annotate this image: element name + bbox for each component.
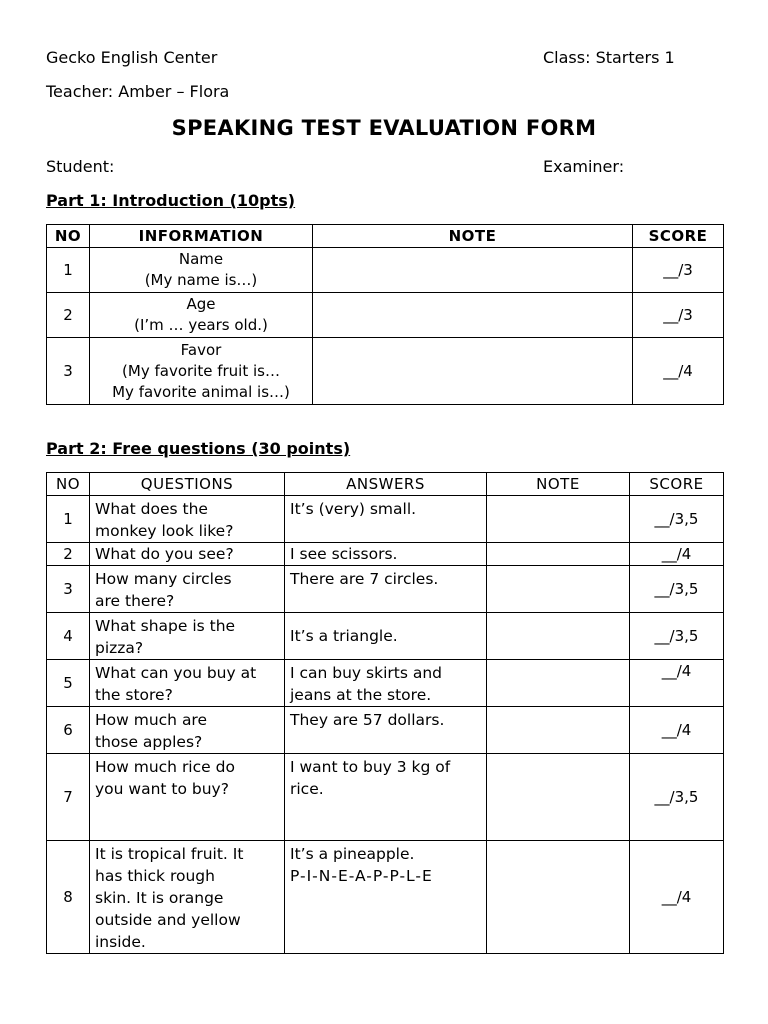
table-row xyxy=(47,754,724,841)
score-cell[interactable]: __/3 xyxy=(633,248,724,293)
row-info xyxy=(90,248,313,293)
part1-heading: Part 1: Introduction (10pts) xyxy=(46,191,296,210)
table-row xyxy=(47,496,724,543)
question-line: How much are xyxy=(95,711,208,729)
answer-line: It’s a triangle. xyxy=(290,627,398,645)
question-cell xyxy=(90,543,285,566)
answer-cell xyxy=(285,660,487,707)
score-cell[interactable]: __/4 xyxy=(630,707,724,754)
question-line: the store? xyxy=(95,686,173,704)
question-line: pizza? xyxy=(95,639,144,657)
part2-heading: Part 2: Free questions (30 points) xyxy=(46,439,351,458)
row-no: 1 xyxy=(47,248,90,293)
answer-cell xyxy=(285,566,487,613)
answer-cell xyxy=(285,754,487,841)
col-header-information: INFORMATION xyxy=(90,225,313,248)
question-line: How much rice do xyxy=(95,758,235,776)
col-header-no: NO xyxy=(47,225,90,248)
answer-cell xyxy=(285,707,487,754)
note-cell[interactable] xyxy=(487,841,630,954)
answer-line: There are 7 circles. xyxy=(290,570,439,588)
note-cell[interactable] xyxy=(487,707,630,754)
table-header-row xyxy=(47,225,724,248)
col-header-no: NO xyxy=(47,473,90,496)
col-header-note: NOTE xyxy=(487,473,630,496)
question-cell xyxy=(90,660,285,707)
note-cell[interactable] xyxy=(487,543,630,566)
teacher-label: Teacher: Amber – Flora xyxy=(46,82,230,101)
row-no: 3 xyxy=(47,566,90,613)
answer-line: P-I-N-E-A-P-P-L-E xyxy=(290,867,433,885)
answer-line: I want to buy 3 kg of xyxy=(290,758,451,776)
question-line: skin. It is orange xyxy=(95,889,224,907)
info-line: Name xyxy=(178,250,224,268)
question-line: monkey look like? xyxy=(95,522,234,540)
question-cell xyxy=(90,841,285,954)
answer-line: I can buy skirts and xyxy=(290,664,443,682)
score-cell[interactable]: __/3,5 xyxy=(630,566,724,613)
row-no: 5 xyxy=(47,660,90,707)
answer-cell xyxy=(285,613,487,660)
question-line: outside and yellow xyxy=(95,911,241,929)
info-line: Favor xyxy=(180,340,222,359)
center-name: Gecko English Center xyxy=(46,48,218,67)
note-cell[interactable] xyxy=(313,293,633,338)
score-cell[interactable]: __/3,5 xyxy=(630,496,724,543)
part2-table xyxy=(46,472,724,954)
table-row xyxy=(47,841,724,954)
row-no: 7 xyxy=(47,754,90,841)
answer-line: I see scissors. xyxy=(290,545,398,563)
row-no: 1 xyxy=(47,496,90,543)
answer-cell xyxy=(285,496,487,543)
score-cell[interactable]: __/4 xyxy=(630,543,724,566)
part1-table xyxy=(46,224,724,405)
info-line: (My name is…) xyxy=(144,271,258,289)
col-header-score: SCORE xyxy=(630,473,724,496)
info-line: (I’m … years old.) xyxy=(134,316,268,334)
page-title: SPEAKING TEST EVALUATION FORM xyxy=(171,116,597,140)
note-cell[interactable] xyxy=(487,566,630,613)
note-cell[interactable] xyxy=(487,660,630,707)
col-header-questions: QUESTIONS xyxy=(90,473,285,496)
note-cell[interactable] xyxy=(313,338,633,405)
score-cell[interactable]: __/3,5 xyxy=(630,754,724,841)
answer-line: jeans at the store. xyxy=(290,686,432,704)
question-cell xyxy=(90,613,285,660)
question-line: What do you see? xyxy=(95,545,234,563)
note-cell[interactable] xyxy=(487,496,630,543)
table-header-row xyxy=(47,473,724,496)
table-row xyxy=(47,293,724,338)
note-cell[interactable] xyxy=(487,754,630,841)
question-line: those apples? xyxy=(95,733,203,751)
info-line: Age xyxy=(186,295,216,313)
answer-line: It’s a pineapple. xyxy=(290,845,415,863)
question-line: What can you buy at xyxy=(95,664,257,682)
student-label: Student: xyxy=(46,157,115,176)
col-header-note: NOTE xyxy=(313,225,633,248)
col-header-answers: ANSWERS xyxy=(285,473,487,496)
answer-line: It’s (very) small. xyxy=(290,500,417,518)
row-no: 2 xyxy=(47,293,90,338)
question-line: It is tropical fruit. It xyxy=(95,845,244,863)
table-row xyxy=(47,248,724,293)
question-cell xyxy=(90,707,285,754)
examiner-label: Examiner: xyxy=(543,157,625,176)
question-line: are there? xyxy=(95,592,175,610)
row-info xyxy=(90,338,313,405)
question-line: has thick rough xyxy=(95,867,215,885)
table-row xyxy=(47,613,724,660)
question-cell xyxy=(90,754,285,841)
question-line: How many circles xyxy=(95,570,232,588)
score-cell[interactable]: __/3 xyxy=(633,293,724,338)
col-header-score: SCORE xyxy=(633,225,724,248)
class-label: Class: Starters 1 xyxy=(543,48,675,67)
table-row xyxy=(47,338,724,405)
answer-cell xyxy=(285,841,487,954)
row-no: 2 xyxy=(47,543,90,566)
row-info xyxy=(90,293,313,338)
question-line: What shape is the xyxy=(95,617,236,635)
question-cell xyxy=(90,496,285,543)
row-no: 3 xyxy=(47,338,90,405)
table-row xyxy=(47,543,724,566)
question-line: inside. xyxy=(95,933,146,951)
table-row xyxy=(47,707,724,754)
answer-line: They are 57 dollars. xyxy=(290,711,445,729)
info-line: My favorite animal is…) xyxy=(112,382,290,401)
note-cell[interactable] xyxy=(313,248,633,293)
info-line: (My favorite fruit is… xyxy=(122,361,280,380)
question-line: What does the xyxy=(95,500,208,518)
score-cell[interactable]: __/4 xyxy=(633,338,724,405)
row-no: 8 xyxy=(47,841,90,954)
score-cell[interactable]: __/3,5 xyxy=(630,613,724,660)
answer-line: rice. xyxy=(290,780,324,798)
question-line: you want to buy? xyxy=(95,780,229,798)
table-row xyxy=(47,566,724,613)
score-cell[interactable]: __/4 xyxy=(630,660,724,707)
row-no: 4 xyxy=(47,613,90,660)
note-cell[interactable] xyxy=(487,613,630,660)
question-cell xyxy=(90,566,285,613)
table-row xyxy=(47,660,724,707)
row-no: 6 xyxy=(47,707,90,754)
score-cell[interactable]: __/4 xyxy=(630,841,724,954)
answer-cell xyxy=(285,543,487,566)
